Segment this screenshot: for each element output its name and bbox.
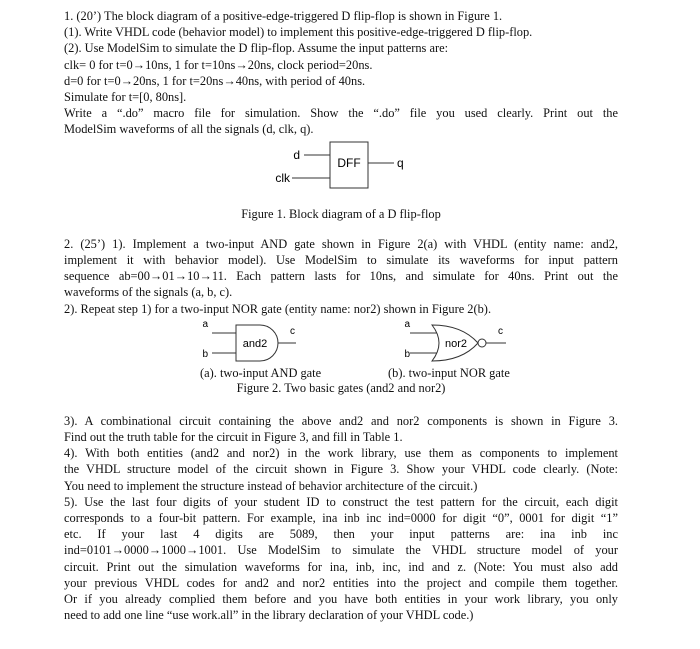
nor-bubble: [478, 339, 486, 347]
gates-svg: [64, 319, 618, 365]
nor2-label: nor2: [444, 337, 468, 350]
figure-2-caption: Figure 2. Two basic gates (and2 and nor2): [236, 380, 446, 395]
figure-1-dff-diagram: [64, 140, 618, 202]
q3-line: need to add one line “use work.all” in the library declaration of your VHDL code.): [64, 608, 474, 623]
nor2-in-a: a: [404, 318, 410, 330]
q3-line: You need to implement the structure instead of behavior architecture of the circuit.): [64, 478, 478, 493]
q3-line: 5). Use the last four digits of your student ID to construct the test pattern for the circuit, each digit: [64, 494, 618, 509]
q3-line: 4). With both entities (and2 and nor2) in the work library, use them as components to implement: [64, 446, 618, 461]
q1-line: d=0 for t=0→20ns, 1 for t=20ns→40ns, with period of 40ns.: [64, 73, 366, 88]
and2-gate: [202, 319, 296, 361]
and2-in-a: a: [202, 318, 208, 330]
q3-line: etc. If your last 4 digits are 5089, then your input patterns are: ina inb inc: [64, 527, 618, 542]
figure-2-captions: [64, 365, 618, 397]
dff-block-svg: [64, 140, 618, 202]
document-page: [64, 8, 618, 623]
q1-line: (2). Use ModelSim to simulate the D flip-flop. Assume the input patterns are:: [64, 41, 449, 56]
q1-line: ModelSim waveforms of all the signals (d, clk, q).: [64, 122, 314, 137]
question-3-5: [64, 413, 618, 624]
input-clk-label: clk: [275, 170, 290, 185]
figure-2-gates: [64, 319, 618, 365]
q1-line: Simulate for t=[0, 80ns].: [64, 90, 187, 105]
question-2: [64, 236, 618, 317]
figure-2a-caption: (a). two-input AND gate: [200, 365, 322, 380]
q3-line: Or if you already complied them before and you have both entities in your work library, you only: [64, 592, 618, 607]
nor2-in-b: b: [404, 348, 410, 360]
q3-line: corresponds to a four-bit pattern. For example, ina inb inc ind=0000 for digit “0”, 0001 for digit “1”: [64, 511, 618, 526]
q3-line: your previous VHDL codes for and2 and nor2 entities into the project and compile them together.: [64, 575, 618, 590]
and2-in-b: b: [202, 348, 208, 360]
q3-line: the VHDL structure model of the circuit shown in Figure 3. Show your VHDL code clearly. (Note:: [64, 462, 618, 477]
input-d-label: d: [293, 147, 300, 162]
q1-line: clk= 0 for t=0→10ns, 1 for t=10ns→20ns, clock period=20ns.: [64, 57, 373, 72]
q2-line: 2. (25’) 1). Implement a two-input AND gate shown in Figure 2(a) with VHDL (entity name: and2,: [64, 236, 618, 251]
q1-line: 1. (20’) The block diagram of a positive-edge-triggered D flip-flop is shown in Figure 1.: [64, 9, 503, 23]
output-q-label: q: [397, 155, 404, 170]
nor2-gate: [404, 319, 506, 361]
q3-line: Find out the truth table for the circuit in Figure 3, and fill in Table 1.: [64, 430, 403, 445]
q3-line: ind=0101→0000→1000→1001. Use ModelSim to simulate the VHDL structure model of your: [64, 543, 618, 558]
q2-line: sequence ab=00→01→10→11. Each pattern lasts for 10ns, and simulate for 40ns. Print out the: [64, 269, 618, 284]
question-1: [64, 8, 618, 138]
q1-line: (1). Write VHDL code (behavior model) to implement this positive-edge-triggered D flip-flop.: [64, 25, 533, 40]
figure-2b-caption: (b). two-input NOR gate: [388, 365, 510, 380]
dff-label: DFF: [337, 155, 361, 170]
q2-line: waveforms of the signals (a, b, c).: [64, 285, 233, 300]
q3-line: circuit. Print out the simulation waveforms for ina, inb, inc, ind and z. (Note: You must also add: [64, 559, 618, 574]
q3-line: 3). A combinational circuit containing the above and2 and nor2 components is shown in Figure 3.: [64, 413, 618, 428]
q2-line: implement it with behavior model). Use ModelSim to simulate its waveforms for input pattern: [64, 253, 618, 268]
nor2-out-c: c: [498, 325, 503, 337]
q2-line: 2). Repeat step 1) for a two-input NOR gate (entity name: nor2) shown in Figure 2(b).: [64, 301, 492, 316]
and2-label: and2: [242, 337, 268, 350]
q1-line: Write a “.do” macro file for simulation. Show the “.do” file you used clearly. Print out the: [64, 106, 618, 121]
figure-1-caption: Figure 1. Block diagram of a D flip-flop: [241, 206, 441, 221]
and2-out-c: c: [290, 325, 295, 337]
